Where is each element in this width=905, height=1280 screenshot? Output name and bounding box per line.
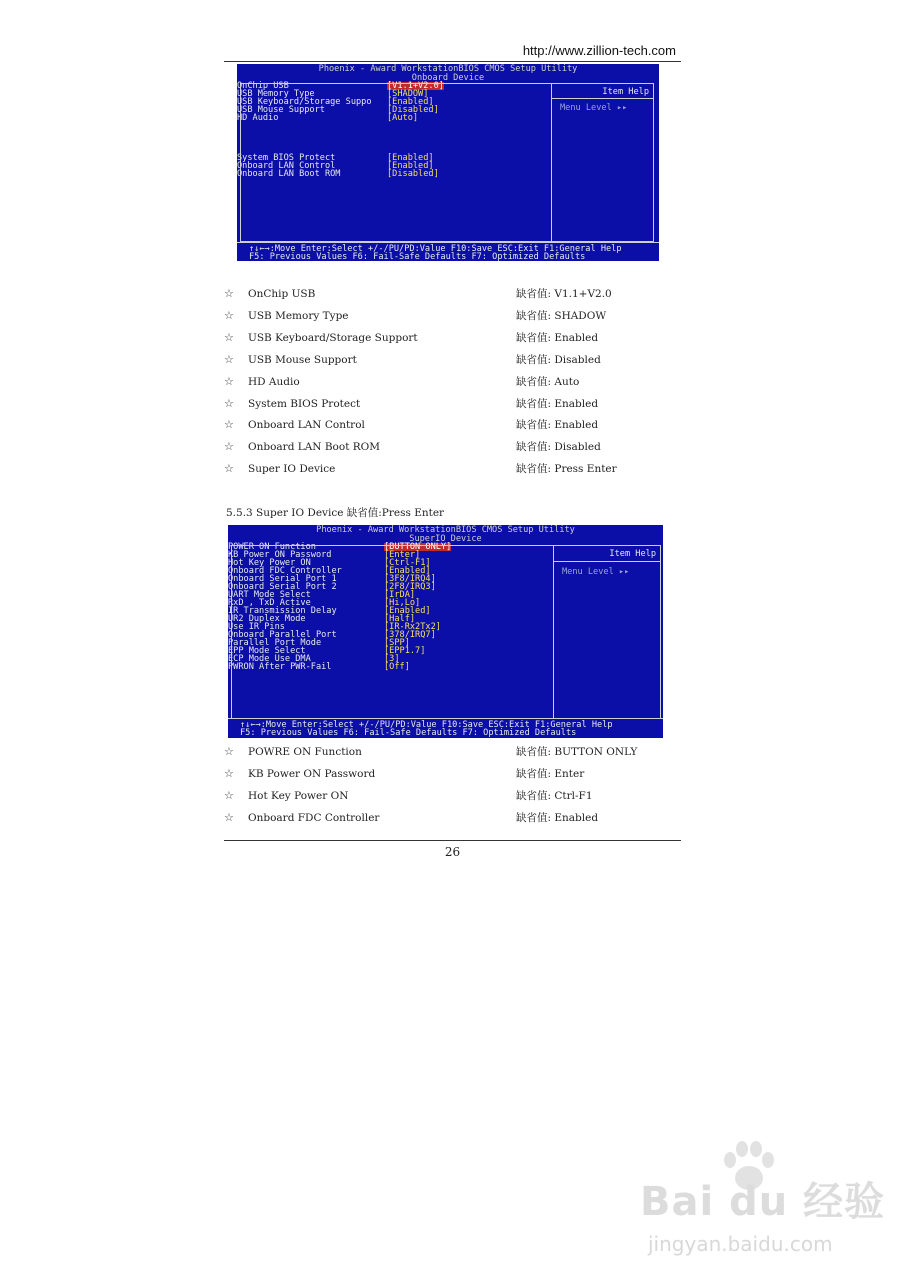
bios-setting-value[interactable]: [Auto] bbox=[387, 113, 419, 123]
bios-setting-value[interactable]: [Off] bbox=[384, 662, 410, 672]
setting-default-value: 缺省值: Ctrl-F1 bbox=[516, 789, 593, 802]
setting-default-value: 缺省值: BUTTON ONLY bbox=[516, 746, 638, 758]
bios-subtitle: SuperIO Device bbox=[409, 533, 482, 544]
setting-name: OnChip USB bbox=[248, 288, 316, 300]
default-setting-row bbox=[224, 810, 684, 826]
bios-footer-functions: F5: Previous Values F6: Fail-Safe Defaults F7: Optimized Defaults bbox=[249, 252, 586, 261]
star-bullet-icon: ☆ bbox=[224, 308, 234, 322]
star-bullet-icon: ☆ bbox=[224, 810, 234, 824]
setting-name: USB Mouse Support bbox=[248, 353, 357, 366]
bios-setting-name: Onboard FDC Controller bbox=[228, 566, 342, 576]
star-bullet-icon: ☆ bbox=[224, 374, 234, 388]
bios-screen-onboard-device bbox=[237, 64, 659, 261]
bios-help-panel bbox=[551, 83, 654, 242]
bios-footer-keys: ↑↓←→:Move Enter:Select +/-/PU/PD:Value F10:Save ESC:Exit F1:General Help bbox=[240, 720, 613, 730]
bios-setting-value[interactable]: [Ctrl-F1] bbox=[384, 558, 431, 568]
bios-setting-name: USB Mouse Support bbox=[237, 105, 325, 115]
bios-setting-value[interactable]: [Disabled] bbox=[387, 169, 439, 179]
bios-setting-name: Onboard Parallel Port bbox=[228, 630, 337, 640]
bios-setting-value[interactable]: [2F8/IRQ3] bbox=[384, 582, 436, 592]
setting-default-value: 缺省值: Enabled bbox=[516, 419, 599, 432]
bios-setting-value[interactable]: [EPP1.7] bbox=[384, 646, 426, 656]
bios-setting-value[interactable]: [Enabled] bbox=[384, 606, 431, 616]
page-number: 26 bbox=[444, 845, 461, 859]
bios-footer-functions: F5: Previous Values F6: Fail-Safe Defaults F7: Optimized Defaults bbox=[240, 728, 577, 738]
item-help-title: Item Help bbox=[609, 549, 656, 559]
setting-default-value: 缺省值: Auto bbox=[516, 375, 580, 388]
default-setting-row bbox=[224, 744, 684, 760]
star-bullet-icon: ☆ bbox=[224, 287, 234, 300]
bios-setting-value[interactable]: [3] bbox=[384, 654, 400, 664]
setting-default-value: 缺省值: V1.1+V2.0 bbox=[516, 288, 612, 300]
bios-footer-divider bbox=[228, 718, 663, 719]
bios-setting-value[interactable]: [BUTTON ONLY] bbox=[384, 542, 452, 552]
setting-default-value: 缺省值: Enabled bbox=[516, 811, 599, 824]
bios-setting-value[interactable]: [SHADOW] bbox=[387, 89, 429, 99]
footer-rule bbox=[224, 840, 681, 841]
star-bullet-icon: ☆ bbox=[224, 766, 234, 780]
setting-name: POWRE ON Function bbox=[248, 746, 362, 758]
setting-name: KB Power ON Password bbox=[248, 767, 376, 780]
setting-default-value: 缺省值: Disabled bbox=[516, 441, 601, 454]
star-bullet-icon: ☆ bbox=[224, 352, 234, 366]
watermark-site: jingyan.baidu.com bbox=[648, 1232, 833, 1256]
bios-setting-value[interactable]: [V1.1+V2.0] bbox=[387, 81, 444, 91]
bios-setting-name: UART Mode Select bbox=[228, 590, 311, 600]
bios-setting-value[interactable]: [378/IRQ7] bbox=[384, 630, 436, 640]
star-bullet-icon: ☆ bbox=[224, 396, 234, 410]
bios-setting-value[interactable]: [Enabled] bbox=[387, 153, 434, 163]
default-setting-row bbox=[224, 461, 684, 477]
setting-name: USB Keyboard/Storage Support bbox=[248, 331, 418, 344]
help-divider bbox=[552, 98, 653, 99]
default-setting-row bbox=[224, 330, 684, 346]
bios-setting-value[interactable]: [Enabled] bbox=[387, 97, 434, 107]
setting-name: Super IO Device bbox=[248, 463, 336, 476]
bios-setting-name: USB Keyboard/Storage Suppo bbox=[237, 97, 372, 107]
menu-level-label: Menu Level ▸▸ bbox=[562, 567, 630, 577]
star-bullet-icon: ☆ bbox=[224, 440, 234, 454]
item-help-title: Item Help bbox=[602, 87, 649, 97]
bios-setting-name: PWRON After PWR-Fail bbox=[228, 662, 332, 672]
bios-setting-name: USB Memory Type bbox=[237, 89, 315, 99]
bios-setting-name: System BIOS Protect bbox=[237, 153, 336, 163]
bios-setting-name: OnChip USB bbox=[237, 81, 289, 91]
default-setting-row bbox=[224, 417, 684, 433]
default-setting-row bbox=[224, 439, 684, 455]
bios-setting-name: HD Audio bbox=[237, 113, 279, 123]
menu-level-label: Menu Level ▸▸ bbox=[560, 103, 628, 113]
bios-setting-name: Onboard Serial Port 1 bbox=[228, 574, 337, 584]
star-bullet-icon: ☆ bbox=[224, 418, 234, 432]
setting-default-value: 缺省值: Press Enter bbox=[516, 463, 617, 476]
star-bullet-icon: ☆ bbox=[224, 788, 234, 802]
setting-default-value: 缺省值: Enabled bbox=[516, 397, 599, 410]
bios-title: Phoenix - Award WorkstationBIOS CMOS Setup Utility bbox=[318, 64, 578, 74]
setting-name: Hot Key Power ON bbox=[248, 789, 349, 802]
bios-setting-name: Parallel Port Mode bbox=[228, 638, 322, 648]
header-rule bbox=[224, 61, 681, 62]
watermark-logo-text: Bai du 经验 bbox=[640, 1179, 886, 1225]
bios-setting-value[interactable]: [Half] bbox=[384, 614, 416, 624]
bios-setting-value[interactable]: [Enter] bbox=[384, 550, 421, 560]
bios-setting-value[interactable]: [Disabled] bbox=[387, 105, 439, 115]
default-setting-row bbox=[224, 396, 684, 412]
help-divider bbox=[554, 561, 660, 562]
bios-setting-name: RxD , TxD Active bbox=[228, 598, 311, 608]
star-bullet-icon: ☆ bbox=[224, 330, 234, 344]
bios-subtitle: Onboard Device bbox=[411, 72, 485, 83]
bios-setting-value[interactable]: [Enabled] bbox=[387, 161, 434, 171]
bios-setting-name: ECP Mode Use DMA bbox=[228, 654, 311, 664]
bios-footer-divider bbox=[237, 242, 659, 243]
bios-setting-name: Onboard LAN Control bbox=[237, 161, 336, 171]
bios-setting-name: EPP Mode Select bbox=[228, 646, 306, 656]
default-setting-row bbox=[224, 766, 684, 782]
bios-setting-name: Use IR Pins bbox=[228, 622, 285, 632]
bios-title: Phoenix - Award WorkstationBIOS CMOS Setup Utility bbox=[316, 525, 575, 535]
header-url[interactable]: http://www.zillion-tech.com bbox=[522, 43, 676, 58]
bios-setting-value[interactable]: [Enabled] bbox=[384, 566, 431, 576]
baidu-watermark bbox=[640, 1140, 890, 1270]
bios-help-panel bbox=[553, 545, 661, 719]
bios-setting-name: KB Power ON Password bbox=[228, 550, 332, 560]
default-setting-row bbox=[224, 308, 684, 324]
bios-setting-value[interactable]: [Hi,Lo] bbox=[384, 598, 421, 608]
bios-footer-keys: ↑↓←→:Move Enter:Select +/-/PU/PD:Value F10:Save ESC:Exit F1:General Help bbox=[249, 244, 622, 254]
default-setting-row bbox=[224, 352, 684, 368]
setting-default-value: 缺省值: Disabled bbox=[516, 353, 601, 366]
setting-name: Onboard LAN Control bbox=[248, 419, 365, 432]
bios-setting-name: Onboard LAN Boot ROM bbox=[237, 169, 341, 179]
star-bullet-icon: ☆ bbox=[224, 745, 234, 758]
default-setting-row bbox=[224, 374, 684, 390]
default-setting-row bbox=[224, 286, 684, 302]
bios-setting-name: Hot Key Power ON bbox=[228, 558, 311, 568]
bios-setting-value[interactable]: [SPP] bbox=[384, 638, 410, 648]
bios-setting-name: Onboard Serial Port 2 bbox=[228, 582, 337, 592]
bios-setting-value[interactable]: [IR-Rx2Tx2] bbox=[384, 622, 441, 632]
default-setting-row bbox=[224, 788, 684, 804]
setting-name: Onboard FDC Controller bbox=[248, 811, 380, 824]
setting-name: Onboard LAN Boot ROM bbox=[248, 441, 381, 454]
star-bullet-icon: ☆ bbox=[224, 462, 234, 476]
bios-setting-name: UR2 Duplex Mode bbox=[228, 614, 306, 624]
setting-default-value: 缺省值: Enabled bbox=[516, 331, 599, 344]
setting-name: System BIOS Protect bbox=[248, 397, 361, 410]
bios-setting-value[interactable]: [3F8/IRQ4] bbox=[384, 574, 436, 584]
setting-default-value: 缺省值: Enter bbox=[516, 767, 585, 780]
bios-setting-value[interactable]: [IrDA] bbox=[384, 590, 416, 600]
setting-default-value: 缺省值: SHADOW bbox=[516, 309, 607, 322]
setting-name: HD Audio bbox=[248, 375, 300, 388]
bios-setting-name: POWER ON Function bbox=[228, 542, 316, 552]
bios-screen-superio-device bbox=[228, 525, 663, 738]
setting-name: USB Memory Type bbox=[248, 309, 349, 322]
bios-setting-name: IR Transmission Delay bbox=[228, 606, 337, 616]
section-heading: 5.5.3 Super IO Device 缺省值:Press Enter bbox=[226, 507, 445, 519]
